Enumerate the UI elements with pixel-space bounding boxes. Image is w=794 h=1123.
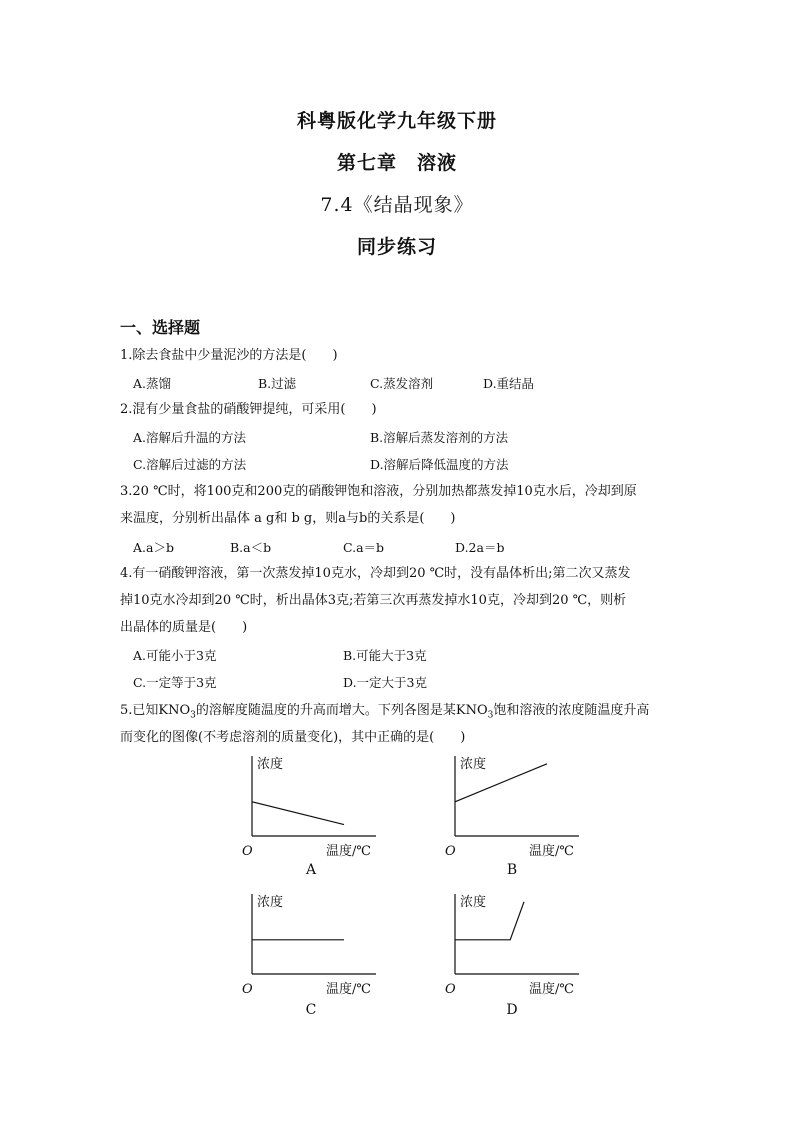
section-heading: 一、选择题 [120, 318, 201, 337]
q5-text-c: 的溶解度随温度的升高而增大。下列各图是某KNO [195, 703, 488, 718]
x-axis-label: 温度/℃ [326, 844, 371, 859]
graph-b-label: B [506, 862, 518, 878]
q3-option-b: B.a＜b [230, 540, 272, 555]
q2-option-b: B.溶解后蒸发溶剂的方法 [370, 430, 509, 445]
q4-option-c: C.一定等于3克 [133, 675, 217, 690]
graph-c-svg [240, 890, 400, 1000]
q2-option-d: D.溶解后降低温度的方法 [370, 457, 509, 472]
question-4-line1: 4.有一硝酸钾溶液，第一次蒸发掉10克水，冷却到20 ℃时，没有晶体析出;第二次又蒸发 [120, 566, 631, 581]
q1-option-c: C.蒸发溶剂 [370, 376, 434, 391]
title-book: 科粤版化学九年级下册 [296, 110, 497, 132]
question-3-line2: 来温度，分别析出晶体 a g和 b g，则a与b的关系是( ) [120, 511, 456, 526]
graph-a [240, 752, 400, 866]
graph-b [443, 752, 603, 866]
x-axis-label: 温度/℃ [529, 982, 574, 997]
q4-option-a: A.可能小于3克 [133, 648, 217, 663]
q1-option-b: B.过滤 [258, 376, 297, 391]
question-1: 1.除去食盐中少量泥沙的方法是( ) [120, 348, 338, 363]
q2-option-c: C.溶解后过滤的方法 [133, 457, 247, 472]
q1-option-a: A.蒸馏 [133, 376, 172, 391]
graph-d-label: D [506, 1002, 518, 1018]
series-line-A [252, 802, 344, 825]
graph-d-svg [443, 890, 603, 1000]
y-axis-label: 浓度 [460, 895, 487, 910]
origin-label: O [242, 982, 253, 997]
question-2: 2.混有少量食盐的硝酸钾提纯，可采用( ) [120, 402, 377, 417]
x-axis-label: 温度/℃ [529, 844, 574, 859]
q1-option-d: D.重结晶 [483, 376, 535, 391]
q5-text-a: 5.已知KNO [120, 703, 191, 718]
origin-label: O [445, 844, 456, 859]
q5-text-e: 饱和溶液的浓度随温度升高 [493, 703, 650, 718]
graph-a-svg [240, 752, 400, 862]
y-axis-label: 浓度 [460, 757, 487, 772]
question-3-line1: 3.20 ℃时，将100克和200克的硝酸钾饱和溶液，分别加热都蒸发掉10克水后，冷却到原 [120, 484, 637, 499]
origin-label: O [242, 844, 253, 859]
q5-sub-1: 3 [190, 710, 196, 721]
title-chapter: 第七章 溶液 [336, 152, 457, 174]
graph-c-label: C [305, 1002, 317, 1018]
origin-label: O [445, 982, 456, 997]
y-axis-label: 浓度 [257, 757, 284, 772]
title-exercise: 同步练习 [356, 236, 437, 258]
graph-d [443, 890, 603, 1004]
q3-option-c: C.a＝b [343, 540, 385, 555]
q3-option-d: D.2a＝b [455, 540, 505, 555]
q4-option-d: D.一定大于3克 [343, 675, 428, 690]
question-4-line2: 掉10克水冷却到20 ℃时，析出晶体3克;若第三次再蒸发掉水10克，冷却到20 ℃，则析 [120, 593, 627, 608]
q2-option-a: A.溶解后升温的方法 [133, 430, 247, 445]
graph-a-label: A [305, 862, 317, 878]
q5-sub-2: 3 [487, 710, 494, 721]
q4-option-b: B.可能大于3克 [343, 648, 427, 663]
y-axis-label: 浓度 [257, 895, 284, 910]
q3-option-a: A.a＞b [133, 540, 174, 555]
x-axis-label: 温度/℃ [326, 982, 371, 997]
title-lesson: 7.4《结晶现象》 [320, 194, 474, 216]
question-5-line2: 而变化的图像(不考虑溶剂的质量变化)，其中正确的是( ) [120, 730, 466, 745]
graph-b-svg [443, 752, 603, 862]
question-4-line3: 出晶体的质量是( ) [120, 620, 248, 635]
graph-c [240, 890, 400, 1004]
